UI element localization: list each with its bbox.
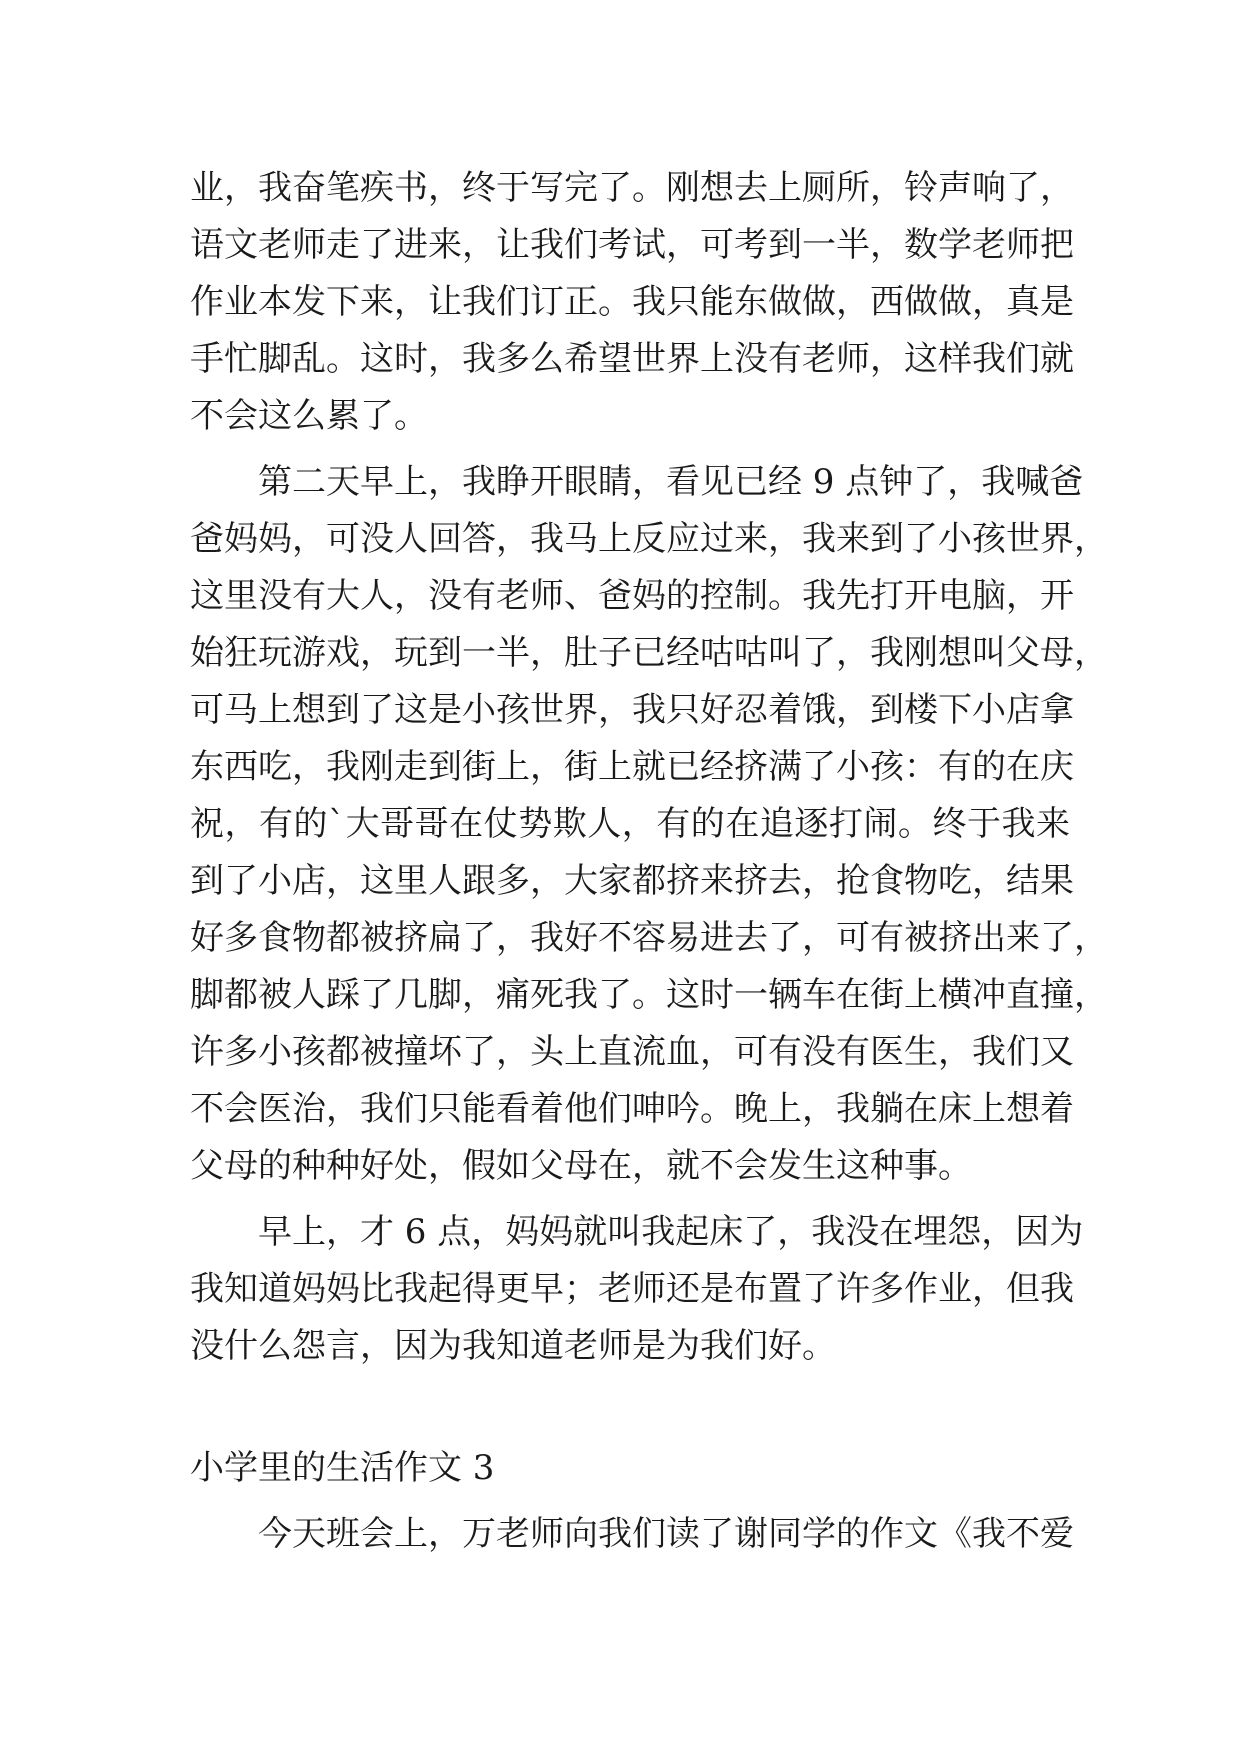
- paragraph-line: 手忙脚乱。这时，我多么希望世界上没有老师，这样我们就: [190, 339, 1074, 379]
- section-title: 小学里的生活作文 3: [190, 1448, 495, 1488]
- paragraph-first-line: 早上，才 6 点，妈妈就叫我起床了，我没在埋怨，因为: [258, 1212, 1084, 1252]
- paragraph-line: 语文老师走了进来，让我们考试，可考到一半，数学老师把: [190, 225, 1074, 265]
- paragraph-first-line: 第二天早上，我睁开眼睛，看见已经 9 点钟了，我喊爸: [258, 462, 1084, 502]
- paragraph-line: 我知道妈妈比我起得更早；老师还是布置了许多作业，但我: [190, 1269, 1074, 1309]
- paragraph-line: 祝，有的`大哥哥在仗势欺人，有的在追逐打闹。终于我来: [190, 804, 1070, 844]
- paragraph-line: 许多小孩都被撞坏了，头上直流血，可有没有医生，我们又: [190, 1032, 1074, 1072]
- paragraph-first-line: 今天班会上，万老师向我们读了谢同学的作文《我不爱: [258, 1514, 1074, 1554]
- paragraph-line: 始狂玩游戏，玩到一半，肚子已经咕咕叫了，我刚想叫父母，: [190, 633, 1108, 673]
- paragraph-line: 脚都被人踩了几脚，痛死我了。这时一辆车在街上横冲直撞，: [190, 975, 1108, 1015]
- paragraph-line: 没什么怨言，因为我知道老师是为我们好。: [190, 1326, 836, 1366]
- paragraph-line: 不会这么累了。: [190, 396, 428, 436]
- paragraph-line: 东西吃，我刚走到街上，街上就已经挤满了小孩：有的在庆: [190, 747, 1074, 787]
- paragraph-line: 不会医治，我们只能看着他们呻吟。晚上，我躺在床上想着: [190, 1089, 1074, 1129]
- paragraph-line: 父母的种种好处，假如父母在，就不会发生这种事。: [190, 1146, 972, 1186]
- paragraph-line: 这里没有大人，没有老师、爸妈的控制。我先打开电脑，开: [190, 576, 1074, 616]
- paragraph-line: 业，我奋笔疾书，终于写完了。刚想去上厕所，铃声响了，: [190, 168, 1074, 208]
- paragraph-line: 爸妈妈，可没人回答，我马上反应过来，我来到了小孩世界，: [190, 519, 1108, 559]
- paragraph-line: 好多食物都被挤扁了，我好不容易进去了，可有被挤出来了，: [190, 918, 1108, 958]
- paragraph-line: 作业本发下来，让我们订正。我只能东做做，西做做，真是: [190, 282, 1074, 322]
- paragraph-line: 到了小店，这里人跟多，大家都挤来挤去，抢食物吃，结果: [190, 861, 1074, 901]
- paragraph-line: 可马上想到了这是小孩世界，我只好忍着饿，到楼下小店拿: [190, 690, 1074, 730]
